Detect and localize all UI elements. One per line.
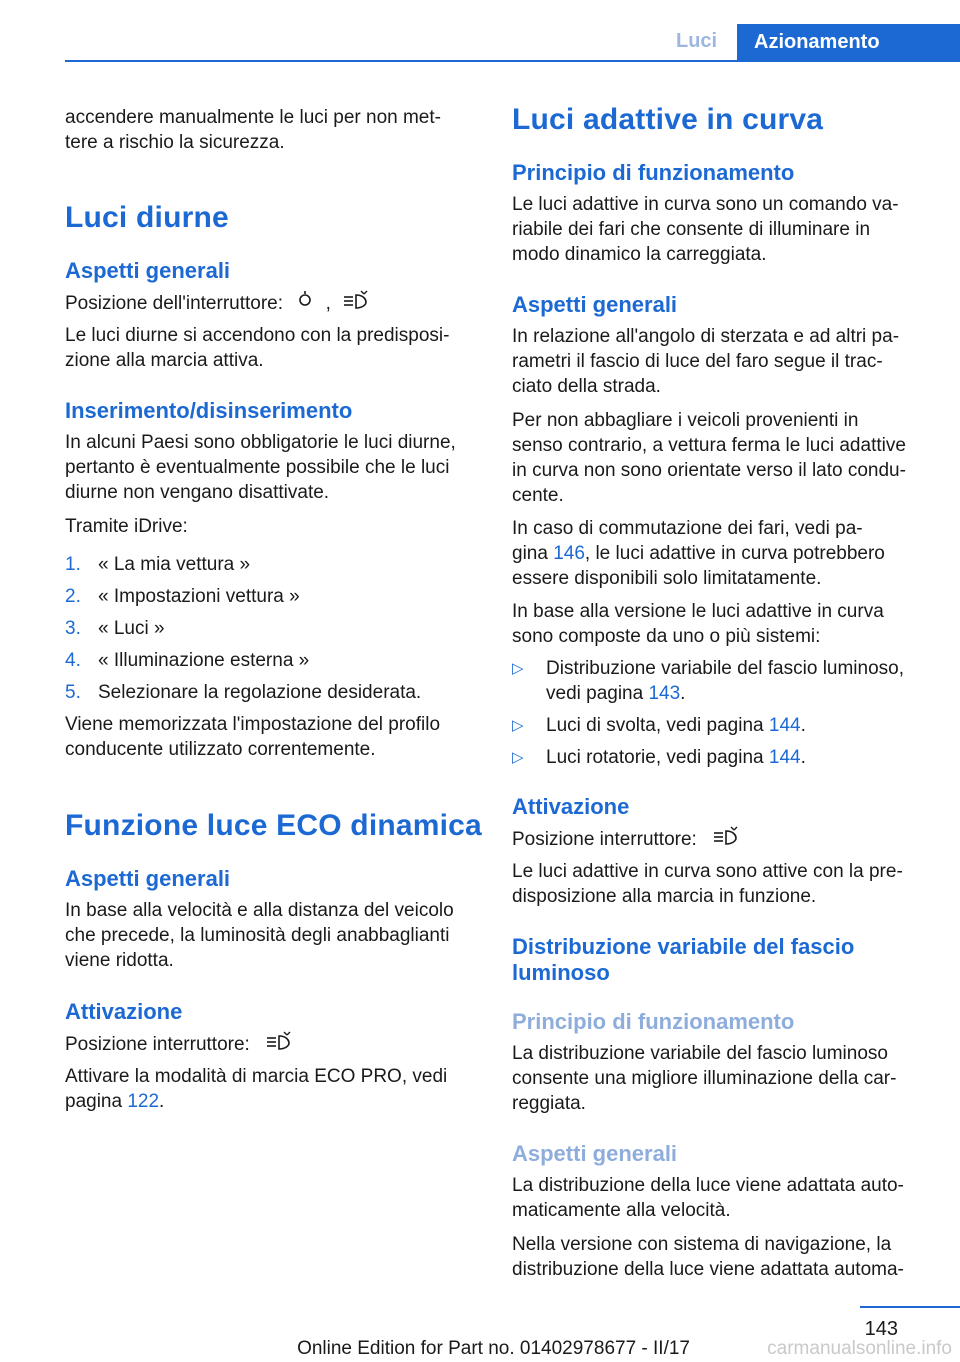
attivazione-line-1: Le luci adattive in curva sono attive con la pre‐ xyxy=(512,861,903,882)
eco-aspetti-heading: Aspetti generali xyxy=(65,866,231,891)
intro-line-2: tere a rischio la sicurezza. xyxy=(65,132,285,153)
luci-diurne-switch-position xyxy=(65,290,370,318)
light-off-icon xyxy=(298,290,312,318)
header-rule xyxy=(65,60,960,62)
step-number: 2. xyxy=(65,586,81,607)
attivazione-switch-position xyxy=(512,826,740,854)
aspetti-line-3: ciato della strada. xyxy=(512,376,661,397)
step-item xyxy=(65,680,475,705)
step-text: « Luci » xyxy=(98,618,165,639)
bullet-text xyxy=(546,745,806,770)
luci-diurne-heading: Luci diurne xyxy=(65,201,229,234)
bullet-item xyxy=(512,656,932,708)
dist-aspetti-line-1: La distribuzione della luce viene adattata auto‐ xyxy=(512,1175,904,1196)
nav-line-2: distribuzione della luce viene adattata automa‐ xyxy=(512,1259,904,1280)
dist-principio-line-1: La distribuzione variabile del fascio luminoso xyxy=(512,1043,888,1064)
text-fragment: Luci di svolta, vedi pagina xyxy=(546,715,769,736)
commutazione-line-1: In caso di commutazione dei fari, vedi pa‐ xyxy=(512,518,863,539)
eco-desc-2: che precede, la luminosità degli anabbaglianti xyxy=(65,925,450,946)
text-fragment: , le luci adattive in curva potrebbero xyxy=(584,543,885,564)
text-fragment: Luci rotatorie, vedi pagina xyxy=(546,747,769,768)
switch-position-label: Posizione interruttore: xyxy=(65,1033,250,1055)
edition-note: Online Edition for Part no. 01402978677 - II/17 xyxy=(297,1338,690,1359)
eco-switch-position xyxy=(65,1031,293,1059)
inserimento-line-1: In alcuni Paesi sono obbligatorie le luci diurne, xyxy=(65,432,456,453)
dist-principio-heading: Principio di funzionamento xyxy=(512,1009,795,1034)
text-fragment: gina xyxy=(512,543,554,564)
switch-separator: , xyxy=(325,292,331,314)
commutazione-line-2 xyxy=(512,541,885,567)
versione-line-2: sono composte da uno o più sistemi: xyxy=(512,626,821,647)
step-number: 3. xyxy=(65,618,81,639)
dist-principio-line-2: consente una migliore illuminazione della car‐ xyxy=(512,1068,897,1089)
automatic-headlight-icon xyxy=(712,826,740,854)
step-number: 5. xyxy=(65,682,81,703)
text-fragment: . xyxy=(800,715,806,736)
attivazione-line-2: disposizione alla marcia in funzione. xyxy=(512,886,817,907)
principio-heading: Principio di funzionamento xyxy=(512,160,795,185)
abbagliare-line-2: senso contrario, a vettura ferma le luci adattive xyxy=(512,435,906,456)
triangle-bullet-icon: ▷ xyxy=(512,717,524,734)
luci-adattive-heading: Luci adattive in curva xyxy=(512,103,824,136)
dist-aspetti-line-2: maticamente alla velocità. xyxy=(512,1200,731,1221)
text-fragment: . xyxy=(800,747,806,768)
text-fragment: . xyxy=(159,1091,165,1112)
step-number: 1. xyxy=(65,554,81,575)
step-text: Selezionare la regolazione desiderata. xyxy=(98,682,422,703)
inserimento-line-3: diurne non vengano disattivate. xyxy=(65,482,330,503)
commutazione-line-3: essere disponibili solo limitatamente. xyxy=(512,568,822,589)
luci-diurne-aspetti-heading: Aspetti generali xyxy=(65,258,231,283)
principio-line-2: riabile dei fari che consente di illuminare in xyxy=(512,219,871,240)
distribuzione-heading-1: Distribuzione variabile del fascio xyxy=(512,934,855,959)
eco-desc-1: In base alla velocità e alla distanza del veicolo xyxy=(65,900,454,921)
step-item xyxy=(65,552,475,577)
versione-line-1: In base alla versione le luci adattive in curva xyxy=(512,601,884,622)
switch-position-label: Posizione dell'interruttore: xyxy=(65,292,284,314)
nav-line-1: Nella versione con sistema di navigazione, la xyxy=(512,1234,892,1255)
page-number: 143 xyxy=(864,1318,898,1340)
abbagliare-line-1: Per non abbagliare i veicoli provenienti in xyxy=(512,410,859,431)
aspetti-heading: Aspetti generali xyxy=(512,292,678,317)
eco-heading: Funzione luce ECO dinamica xyxy=(65,809,482,842)
luci-diurne-desc-2: zione alla marcia attiva. xyxy=(65,350,264,371)
step-item xyxy=(65,584,475,609)
distribuzione-heading-2: luminoso xyxy=(512,960,610,985)
eco-attivazione-heading: Attivazione xyxy=(65,999,183,1024)
bullet-item xyxy=(512,713,932,738)
bullet-text xyxy=(546,681,685,706)
memo-line-2: conducente utilizzato correntemente. xyxy=(65,739,376,760)
dist-principio-line-3: reggiata. xyxy=(512,1093,586,1114)
abbagliare-line-3: in curva non sono orientate verso il lato condu‐ xyxy=(512,460,906,481)
eco-desc-3: viene ridotta. xyxy=(65,950,174,971)
header-section-label: Luci xyxy=(676,30,718,52)
text-fragment: vedi pagina xyxy=(546,683,649,704)
triangle-bullet-icon: ▷ xyxy=(512,749,524,766)
eco-att-line-1: Attivare la modalità di marcia ECO PRO, vedi xyxy=(65,1066,448,1087)
step-number: 4. xyxy=(65,650,81,671)
abbagliare-line-4: cente. xyxy=(512,485,564,506)
step-text: « Impostazioni vettura » xyxy=(98,586,300,607)
page-reference-link[interactable]: 143 xyxy=(648,683,681,704)
page-reference-link[interactable]: 144 xyxy=(768,715,801,736)
page-reference-link[interactable]: 122 xyxy=(127,1091,160,1112)
step-item xyxy=(65,616,475,641)
bullet-text: Distribuzione variabile del fascio luminoso, xyxy=(546,658,905,679)
intro-line-1: accendere manualmente le luci per non met‐ xyxy=(65,107,441,128)
memo-line-1: Viene memorizzata l'impostazione del profilo xyxy=(65,714,441,735)
bullet-text xyxy=(546,713,806,738)
header-tab: Azionamento xyxy=(737,24,960,62)
inserimento-heading: Inserimento/disinserimento xyxy=(65,398,353,423)
eco-att-line-2 xyxy=(65,1089,164,1115)
idrive-label: Tramite iDrive: xyxy=(65,516,188,537)
watermark: carmanualsonline.info xyxy=(767,1338,952,1359)
automatic-headlight-icon xyxy=(265,1031,293,1059)
aspetti-line-2: rametri il fascio di luce del faro segue il trac‐ xyxy=(512,351,883,372)
text-fragment: pagina xyxy=(65,1091,128,1112)
page-reference-link[interactable]: 146 xyxy=(553,543,585,564)
step-text: « Illuminazione esterna » xyxy=(98,650,310,671)
triangle-bullet-icon: ▷ xyxy=(512,660,524,677)
switch-position-label: Posizione interruttore: xyxy=(512,828,697,850)
principio-line-1: Le luci adattive in curva sono un comando va‐ xyxy=(512,194,899,215)
automatic-headlight-icon xyxy=(342,290,370,318)
luci-diurne-desc-1: Le luci diurne si accendono con la predisposi‐ xyxy=(65,325,450,346)
attivazione-heading: Attivazione xyxy=(512,794,630,819)
step-item xyxy=(65,648,475,673)
step-text: « La mia vettura » xyxy=(98,554,251,575)
principio-line-3: modo dinamico la carreggiata. xyxy=(512,244,767,265)
footer-rule xyxy=(860,1306,960,1308)
dist-aspetti-heading: Aspetti generali xyxy=(512,1141,678,1166)
bullet-item xyxy=(512,745,932,770)
page-reference-link[interactable]: 144 xyxy=(768,747,801,768)
text-fragment: . xyxy=(680,683,686,704)
inserimento-line-2: pertanto è eventualmente possibile che le luci xyxy=(65,457,450,478)
aspetti-line-1: In relazione all'angolo di sterzata e ad altri pa‐ xyxy=(512,326,900,347)
